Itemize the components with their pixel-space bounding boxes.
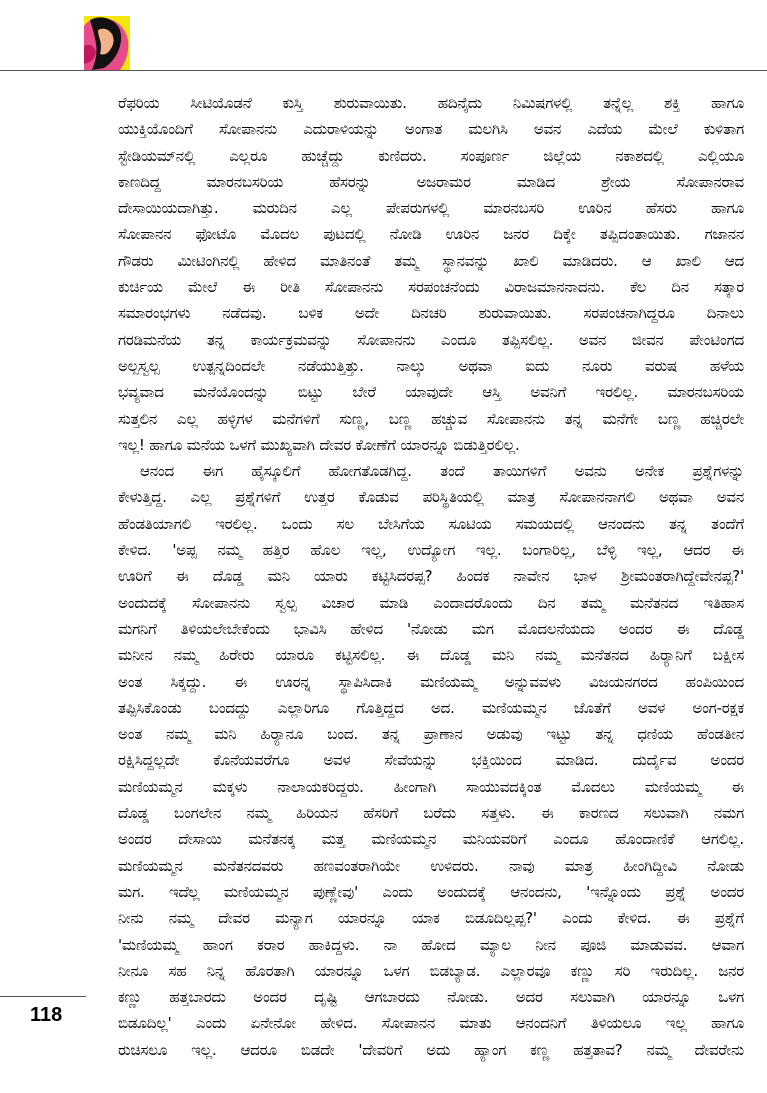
text-line: ಮಣಿಯಮ್ಮನ ಮನೆತನದವರು ಹಣವಂತರಾಗಿಯೇ ಉಳಿದರು. ನಾವು ಮಾತ್ರ ಹೀಂಗಿದ್ದೀವಿ ನೋಡು [118,856,744,875]
publisher-logo-icon [84,16,130,70]
text-line: ಇಲ್ಲ! ಹಾಗೂ ಮನೆಯ ಒಳಗೆ ಮುಖ್ಯವಾಗಿ ದೇವರ ಕೋಣೆಗೆ ಯಾರನ್ನೂ ಬಿಡುತ್ತಿರಲಿಲ್ಲ. [118,435,520,454]
text-line: ನೀನೂ ಸಹ ನಿನ್ನ ಹೊರತಾಗಿ ಯಾರನ್ನೂ ಒಳಗ ಬಿಡಬ್ಯಾಡ. ಎಲ್ಲಾರವೂ ಕಣ್ಣು ಸರಿ ಇರುದಿಲ್ಲ. ಜನರ [118,961,744,980]
text-line: ಅಂತ ನಮ್ಮ ಮನಿ ಹಿರ್‍ಯಾನೂ ಬಂದ. ತನ್ನ ಪ್ರಾಣಾನ ಅಡುವು ಇಟ್ಟು ತನ್ನ ಧಣಿಯ ಹೆಂಡತೀನ [118,725,744,744]
text-line: ಮಣಿಯಮ್ಮನ ಮಕ್ಕಳು ನಾಲಾಯಕರಿದ್ದರು. ಹೀಂಗಾಗಿ ಸಾಯುವದಕ್ಕಿಂತ ಮೊದಲು ಮಣಿಯಮ್ಮ ಈ [118,777,744,796]
text-line: ಸ್ಟೇಡಿಯಮ್‌ನಲ್ಲಿ ಎಲ್ಲರೂ ಹುಚ್ಚೆದ್ದು ಕುಣಿದರು. ಸಂಪೂರ್ಣ ಜಿಲ್ಲೆಯ ನಕಾಶದಲ್ಲಿ ಎಲ್ಲಿಯೂ [118,146,744,165]
text-line: ರುಚಿಸಲೂ ಇಲ್ಲ. ಆದರೂ ಬಿಡದೇ 'ದೇವರಿಗೆ ಅದು ಹ್ಯಾಂಗ ಕಣ್ಣ ಹತ್ತತಾವ? ನಮ್ಮ ದೇವರೇನು [118,1040,744,1059]
text-line: ಯುಕ್ತಿಯೊಂದಿಗೆ ಸೋಪಾನನು ಎದುರಾಳಿಯನ್ನು ಅಂಗಾತ ಮಲಗಿಸಿ ಅವನ ಎದೆಯ ಮೇಲೆ ಕುಳಿತಾಗ [118,120,744,139]
text-line: ಕಣ್ಣು ಹತ್ತಬಾರದು ಅಂದರ ದೃಷ್ಟಿ ಆಗಬಾರದು ನೋಡು. ಅದರ ಸಲುವಾಗಿ ಯಾರನ್ನೂ ಒಳಗ [118,988,744,1007]
text-line: ರಕ್ಷಿಸಿದ್ದಲ್ಲದೇ ಕೊನೆಯವರೆಗೂ ಅವಳ ಸೇವೆಯನ್ನು ಭಕ್ತಿಯಿಂದ ಮಾಡಿದ. ದುರ್ದೈವ ಅಂದರ [118,751,744,770]
text-line: ಕುರ್ಚಿಯ ಮೇಲೆ ಈ ರೀತಿ ಸೋಪಾನನು ಸರಪಂಚನೆಂದು ವಿರಾಜಮಾನನಾದನು. ಕೆಲ ದಿನ ಸತ್ಕಾರ [118,278,744,297]
text-line: ತಪ್ಪಿಸಿಕೊಂಡು ಬಂದದ್ದು ಎಲ್ಲಾರಿಗೂ ಗೊತ್ತಿದ್ದದ ಅದ. ಮಣಿಯಮ್ಮನ ಜೊತೆಗೆ ಅವಳ ಅಂಗ-ರಕ್ಷಕ [118,698,744,717]
text-line: ಅಂದುದಕ್ಕೆ ಸೋಪಾನನು ಸ್ವಲ್ಪ ವಿಚಾರ ಮಾಡಿ ಎಂದಾದರೊಂದು ದಿನ ತಮ್ಮ ಮನೆತನದ ಇತಿಹಾಸ [118,593,744,612]
header-rule [0,70,767,71]
text-line: ಬಿಡೂದಿಲ್ಲ' ಎಂದು ಏನೇನೋ ಹೇಳಿದ. ಸೋಪಾನನ ಮಾತು ಆನಂದನಿಗೆ ತಿಳಿಯಲೂ ಇಲ್ಲ ಹಾಗೂ [118,1014,744,1033]
text-line: ಗೌಡರು ಮೀಟಿಂಗಿನಲ್ಲಿ ಹೇಳಿದ ಮಾತಿನಂತೆ ತಮ್ಮ ಸ್ಥಾನವನ್ನು ಖಾಲಿ ಮಾಡಿದರು. ಆ ಖಾಲಿ ಆದ [118,251,744,270]
text-line: ನೀನು ನಮ್ಮ ದೇವರ ಮನ್ಯಾಗ ಯಾರನ್ನೂ ಯಾಕ ಬಿಡೂದಿಲ್ಲಪ್ಪ?' ಎಂದು ಕೇಳಿದ. ಈ ಪ್ರಶ್ನೆಗೆ [118,909,744,928]
text-line: ಅಂದರ ದೇಸಾಯಿ ಮನೆತನಕ್ಕ ಮತ್ತ ಮಣಿಯಮ್ಮನ ಮನಿಯವರಿಗೆ ಎಂದೂ ಹೊಂದಾಣಿಕೆ ಆಗಲಿಲ್ಲ. [118,830,744,849]
text-line: ದೊಡ್ಡ ಬಂಗಲೇನ ನಮ್ಮ ಹಿರಿಯನ ಹೆಸರಿಗೆ ಬರೆದು ಸತ್ತಳು. ಈ ಕಾರಣದ ಸಲುವಾಗಿ ನಮಗ [118,804,744,823]
text-line: ಕೇಳಿದ. 'ಅಪ್ಪ ನಮ್ಮ ಹತ್ತಿರ ಹೊಲ ಇಲ್ಲ, ಉದ್ಯೋಗ ಇಲ್ಲ. ಬಂಗಾರಿಲ್ಲ, ಬೆಳ್ಳಿ ಇಲ್ಲ, ಆದರ ಈ [118,541,744,560]
footer-rule [0,996,86,997]
text-line: ಗರಡಿಮನೆಯ ತನ್ನ ಕಾರ್ಯಕ್ರಮವನ್ನು ಸೋಪಾನನು ಎಂದೂ ತಪ್ಪಿಸಲಿಲ್ಲ. ಅವನ ಜೀವನ ಪೇಂಟಿಂಗದ [118,330,744,349]
text-line: ಹೆಂಡತಿಯಾಗಲಿ ಇರಲಿಲ್ಲ. ಒಂದು ಸಲ ಬೇಸಿಗೆಯ ಸೂಟಿಯ ಸಮಯದಲ್ಲಿ ಆನಂದನು ತನ್ನ ತಂದೆಗೆ [118,514,744,533]
text-line: ಸೋಪಾನನ ಫೋಟೊ ಮೊದಲ ಪುಟದಲ್ಲಿ ನೋಡಿ ಊರಿನ ಜನರ ದಿಕ್ಕೇ ತಪ್ಪಿದಂತಾಯಿತು. ಗಜಾನನ [118,225,744,244]
text-line: ಕೇಳುತ್ತಿದ್ದ. ಎಲ್ಲ ಪ್ರಶ್ನೆಗಳಿಗೆ ಉತ್ತರ ಕೊಡುವ ಪರಿಸ್ಥಿತಿಯಲ್ಲಿ ಮಾತ್ರ ಸೋಪಾನನಾಗಲಿ ಅಥವಾ ಅವನ [118,488,744,507]
text-line: ರೆಫರಿಯ ಸೀಟಿಯೊಡನೆ ಕುಸ್ತಿ ಶುರುವಾಯಿತು. ಹದಿನೈದು ನಿಮಿಷಗಳಲ್ಲಿ ತನ್ನೆಲ್ಲ ಶಕ್ತಿ ಹಾಗೂ [118,94,744,112]
text-line: ದೇಸಾಯಿಯದಾಗಿತ್ತು. ಮರುದಿನ ಎಲ್ಲ ಪೇಪರುಗಳಲ್ಲಿ ಮಾರನಬಸರಿ ಊರಿನ ಹೆಸರು ಹಾಗೂ [118,199,744,218]
text-line: ಸಮಾರಂಭಗಳು ನಡೆದವು. ಬಳಿಕ ಅದೇ ದಿನಚರಿ ಶುರುವಾಯಿತು. ಸರಪಂಚನಾಗಿದ್ದರೂ ದಿನಾಲು [118,304,744,323]
text-line: ಮಗನಿಗೆ ತಿಳಿಯಲೇಬೇಕೆಂದು ಭಾವಿಸಿ ಹೇಳಿದ 'ನೋಡು ಮಗ ಮೊದಲನೆಯದು ಅಂದರ ಈ ದೊಡ್ಡ [118,619,744,638]
body-text [118,90,744,1063]
text-line: ಮನೀನ ನಮ್ಮ ಹಿರೇರು ಯಾರೂ ಕಟ್ಟಿಸಲಿಲ್ಲ. ಈ ದೊಡ್ಡ ಮನಿ ನಮ್ಮ ಮನೆತನದ ಹಿರ್‍ಯಾನಿಗೆ ಬಕ್ಷೀಸ [118,646,744,665]
text-line: 'ಮಣಿಯಮ್ಮ ಹಾಂಗ ಕರಾರ ಹಾಕಿದ್ದಳು. ನಾ ಹೋದ ಮ್ಯಾಲ ನೀನ ಪೂಜಿ ಮಾಡುವವ. ಆವಾಗ [118,935,744,954]
text-line: ಆನಂದ ಈಗ ಹೈಸ್ಕೂಲಿಗೆ ಹೋಗತೊಡಗಿದ್ದ. ತಂದೆ ತಾಯಿಗಳಿಗೆ ಅವನು ಅನೇಕ ಪ್ರಶ್ನೆಗಳನ್ನು [140,462,744,481]
text-line: ಊರಿಗೆ ಈ ದೊಡ್ಡ ಮನಿ ಯಾರು ಕಟ್ಟಿಸಿದರಪ್ಪ? ಹಿಂದಕ ನಾವೇನ ಭಾಳ ಶ್ರೀಮಂತರಾಗಿದ್ದೇವೇನಪ್ಪ?' [118,567,744,586]
text-line: ಮಗ. ಇದೆಲ್ಲ ಮಣಿಯಮ್ಮನ ಪುಣ್ಣೇವು' ಎಂದು ಅಂದುದಕ್ಕೆ ಆನಂದನು, 'ಇನ್ನೊಂದು ಪ್ರಶ್ನೆ ಅಂದರ [118,882,744,901]
text-line: ಸುತ್ತಲಿನ ಎಲ್ಲ ಹಳ್ಳಿಗಳ ಮನೆಗಳಿಗೆ ಸುಣ್ಣ, ಬಣ್ಣ ಹಚ್ಚುವ ಸೋಪಾನನು ತನ್ನ ಮನೆಗೇ ಬಣ್ಣ ಹಚ್ಚಿರಲೇ [118,409,744,428]
text-line: ಕಾಣದಿದ್ದ ಮಾರನಬಸರಿಯ ಹೆಸರನ್ನು ಅಜರಾಮರ ಮಾಡಿದ ಶ್ರೇಯ ಸೋಪಾನರಾವ [118,172,744,191]
page-number: 118 [30,1004,63,1026]
text-line: ಭವ್ಯವಾದ ಮನೆಯೊಂದನ್ನು ಬಿಟ್ಟು ಬೇರೆ ಯಾವುದೇ ಆಸ್ತಿ ಅವನಿಗೆ ಇರಲಿಲ್ಲ. ಮಾರನಬಸರಿಯ [118,383,744,402]
text-line: ಅಲ್ಪಸ್ವಲ್ಪ ಉತ್ಪನ್ನದಿಂದಲೇ ನಡೆಯುತ್ತಿತ್ತು. ನಾಲ್ಕು ಅಥವಾ ಐದು ನೂರು ವರುಷ ಹಳೆಯ [118,356,744,375]
text-line: ಅಂತ ಸಿಕ್ಕದ್ದು. ಈ ಊರನ್ನ ಸ್ಥಾಪಿಸಿದಾಕಿ ಮಣಿಯಮ್ಮ ಅನ್ನುವವಳು ವಿಜಯನಗರದ ಹಂಪಿಯಿಂದ [118,672,744,691]
